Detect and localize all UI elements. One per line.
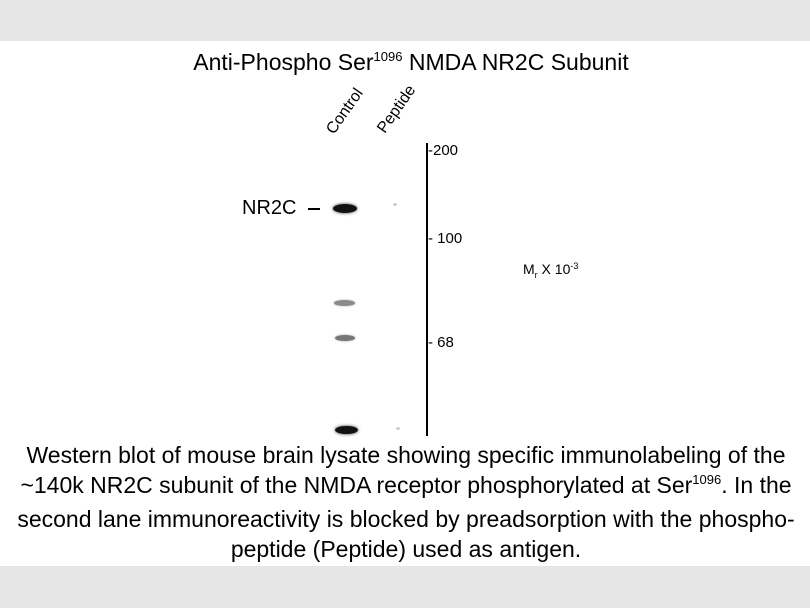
- mr-middle: X 10: [537, 261, 571, 277]
- title-prefix: Anti-Phospho Ser: [193, 49, 374, 75]
- mr-unit-label: [523, 261, 579, 280]
- figure-caption: [0, 440, 810, 564]
- blot-speck: [396, 427, 400, 430]
- title-superscript: 1096: [373, 49, 403, 64]
- mr-main: M: [523, 261, 535, 277]
- caption-part1: Western blot of mouse brain lysate showing specific immunolabeling of the ~140k NR2C subunit of the NMDA receptor phosphorylated at Ser: [20, 442, 786, 498]
- caption-part2: . In the second lane immunoreactivity is blocked by preadsorption with the phospho-peptide (Peptide) used as antigen.: [17, 472, 795, 562]
- lane-label-control: Control: [323, 85, 367, 138]
- mr-subscript: r: [534, 270, 538, 280]
- blot-band: [334, 300, 355, 306]
- band-label-nr2c: NR2C: [242, 197, 297, 219]
- mr-superscript: -3: [570, 261, 579, 271]
- lane-label-peptide: Peptide: [374, 82, 420, 137]
- blot-band: [335, 426, 358, 434]
- title-suffix: NMDA NR2C Subunit: [402, 49, 629, 75]
- marker-200: -200: [428, 142, 459, 159]
- caption-superscript: 1096: [692, 472, 722, 487]
- marker-100: - 100: [428, 230, 463, 247]
- blot-band-nr2c: [333, 204, 357, 213]
- marker-68: - 68: [428, 334, 454, 351]
- blot-band: [335, 335, 355, 341]
- blot-speck: [393, 203, 397, 206]
- figure-title: [0, 49, 810, 76]
- marker-scale-line: [426, 143, 428, 436]
- band-label-dash: [308, 208, 320, 210]
